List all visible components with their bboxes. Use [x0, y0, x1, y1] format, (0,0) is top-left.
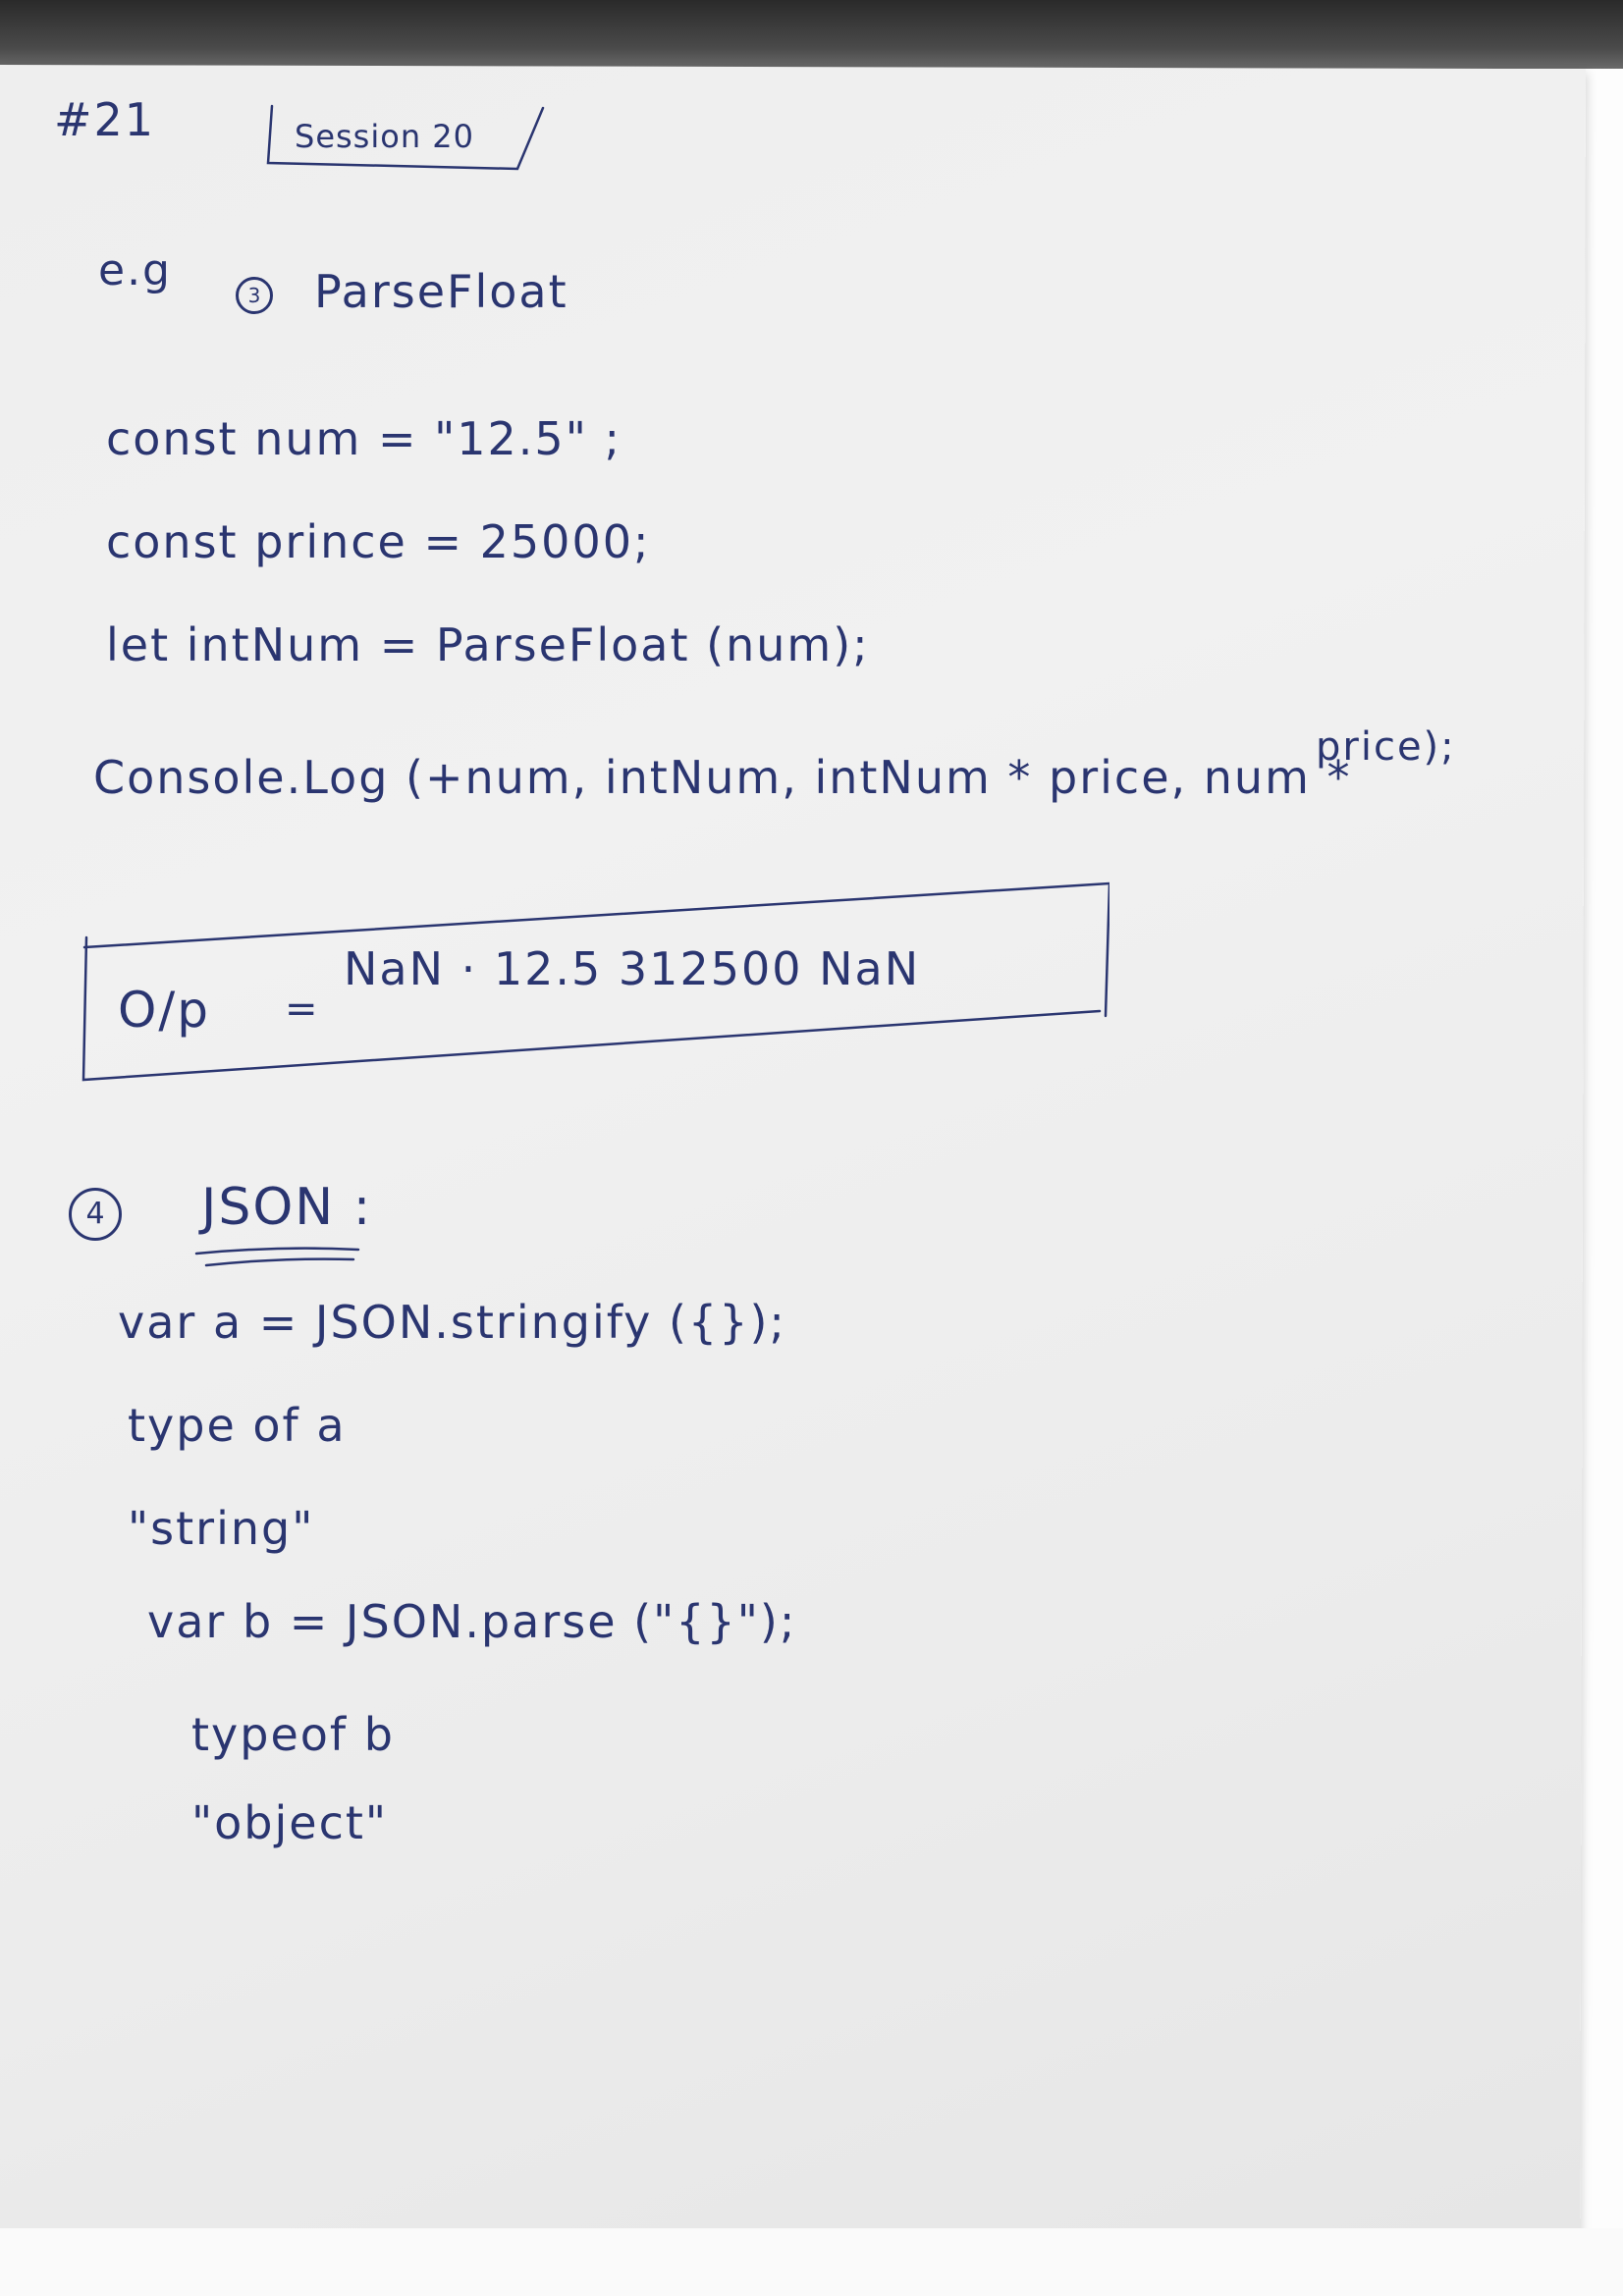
section-3-title: ParseFloat [314, 265, 568, 318]
section-4-number: 4 [69, 1188, 122, 1241]
top-background-strip [0, 0, 1623, 69]
code-line-wrap: price); [1316, 724, 1456, 770]
code-line: let intNum = ParseFloat (num); [106, 618, 870, 671]
section-3-number: 3 [236, 277, 273, 314]
code-line: type of a [128, 1399, 347, 1452]
output-label: O/p [118, 982, 210, 1039]
code-line: var b = JSON.parse ("{}"); [147, 1595, 797, 1648]
page-number: #21 [54, 93, 156, 146]
code-line: var a = JSON.stringify ({}); [118, 1296, 786, 1349]
code-line: "string" [128, 1502, 315, 1555]
json-double-underline [191, 1242, 368, 1271]
code-line: "object" [191, 1796, 389, 1849]
code-line: const num = "12.5" ; [106, 412, 622, 465]
bottom-background [0, 2228, 1623, 2296]
output-equals: = [285, 987, 320, 1032]
code-line: typeof b [191, 1708, 395, 1761]
code-line: Console.Log (+num, intNum, intNum * price, num * [93, 751, 1352, 804]
section-4-title: JSON : [201, 1178, 373, 1237]
code-line: const prince = 25000; [106, 515, 651, 568]
eg-label: e.g [98, 245, 172, 295]
notebook-page [0, 65, 1586, 2238]
session-label: Session 20 [295, 118, 474, 155]
output-values: NaN · 12.5 312500 NaN [344, 942, 921, 995]
